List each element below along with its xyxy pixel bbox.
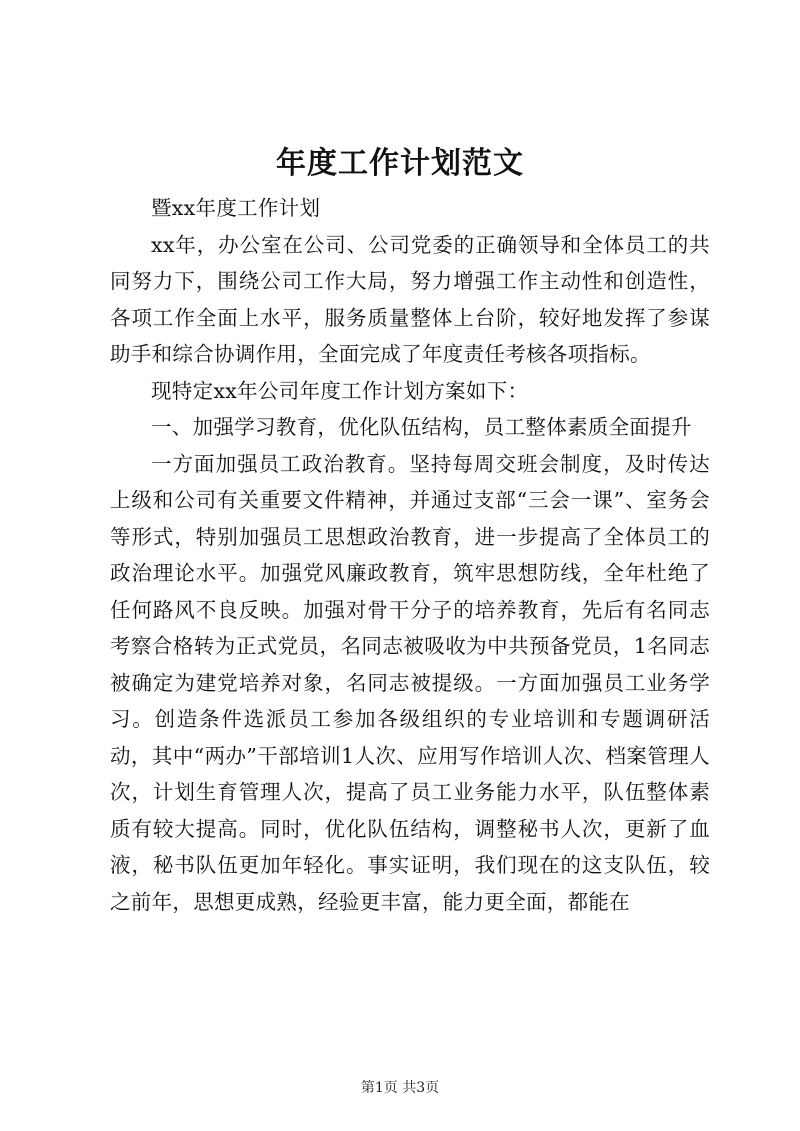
subtitle-paragraph: 暨xx年度工作计划 — [151, 196, 321, 220]
page-number-label: 第1页 共3页 — [360, 1080, 440, 1096]
body-paragraph: 一方面加强员工政治教育。坚持每周交班会制度，及时传达上级和公司有关重要文件精神，并通过支部“三会一课”、室务会等形式，特别加强员工思想政治教育，进一步提高了全体员工的政治理论水平。加强党风廉政教育，筑牢思想防线，全年杜绝了任何路风不良反映。加强对骨干分子的培养教育，先后有名同志考察合格转为正式党员，名同志被吸收为中共预备党员，1名同志被确定为建党培养对象，名同志被提级。一方面加强员工业务学习。创造条件选派员工参加各级组织的专业培训和专题调研活动，其中“两办”干部培训1人次、应用写作培训人次、档案管理人次，计划生育管理人次，提高了员工业务能力水平，队伍整体素质有较大提高。同时，优化队伍结构，调整秘书人次，更新了血液，秘书队伍更加年轻化。事实证明，我们现在的这支队伍，较之前年，思想更成熟，经验更丰富，能力更全面，都能在 — [110, 451, 710, 914]
intro-paragraph: xx年，办公室在公司、公司党委的正确领导和全体员工的共同努力下，围绕公司工作大局，努力增强工作主动性和创造性，各项工作全面上水平，服务质量整体上台阶，较好地发挥了参谋助手和综合协调作用，全面完成了年度责任考核各项指标。 — [110, 232, 710, 366]
page-title: 年度工作计划范文 — [276, 146, 524, 181]
plan-statement-paragraph: 现特定xx年公司年度工作计划方案如下： — [151, 378, 529, 403]
document-body — [110, 190, 710, 920]
page-footer — [0, 1077, 800, 1097]
section-heading: 一、加强学习教育，优化队伍结构，员工整体素质全面提升 — [151, 415, 692, 439]
